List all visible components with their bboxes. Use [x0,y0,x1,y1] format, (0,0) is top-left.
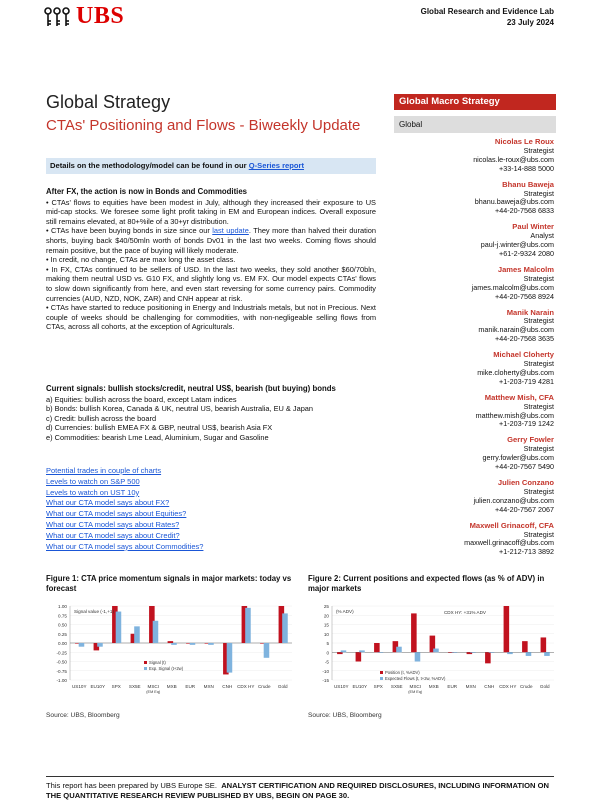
bar-expected [264,643,270,658]
y-tick-label: 0.75 [58,613,67,619]
bar-expected [134,626,140,643]
x-tick-label: Crude [257,684,271,689]
y-tick-label: 25 [323,604,329,609]
page-subtitle: CTAs' Positioning and Flows - Biweekly Update [46,117,361,134]
authors-list [404,138,554,564]
y-tick-label: -0.75 [56,668,67,674]
bar-expected [341,650,347,652]
section-actions [46,187,376,332]
x-tick-label: MSCI [409,684,421,689]
link-levels-ust[interactable]: Levels to watch on UST 10y [46,487,140,497]
author-phone: +44-20-7568 6833 [495,206,554,216]
author-phone: +1-203-719 1242 [499,419,554,429]
author-email[interactable]: paul-j.winter@ubs.com [480,240,554,250]
section1-p2-text-a: • CTAs have been buying bonds in size since our [46,226,213,236]
figure2-chart [308,602,558,704]
x-tick-label: CDX HY [499,684,517,689]
x-tick-label: Crude [519,684,533,689]
methodology-text: Details on the methodology/model can be found in our [50,161,249,170]
bar-expected [79,643,85,647]
figure1-chart [46,602,296,704]
author-email[interactable]: matthew.mish@ubs.com [475,410,554,420]
bar-expected [544,652,550,656]
x-tick-label: Gold [277,684,288,689]
footer-plain: This report has been prepared by UBS Europe SE. [46,781,217,790]
author-email[interactable]: maxwell.grinacoff@ubs.com [464,538,554,548]
lab-name: Global Research and Evidence Lab [420,7,554,16]
bar-expected [489,652,495,653]
author-role: Strategist [523,529,554,539]
sidebar-tag: Global [394,116,556,133]
legend-swatch [144,661,147,664]
legend-swatch [380,677,383,680]
section1-p2 [46,226,376,255]
bar-signal [522,641,528,652]
y-tick-label: 0.50 [58,622,67,628]
sidebar-band: Global Macro Strategy [394,94,556,110]
bar-expected [153,621,159,643]
bar-expected [359,650,365,652]
author-card [404,522,554,558]
x-tick-label: EUR [185,684,196,689]
legend-label: Position (t, %ADV) [385,670,420,675]
author-name: Gerry Fowler [507,435,554,445]
section1-p5: • CTAs have started to reduce positioning in Energy and Industrials metals, but not in Precious. Next couple of weeks should be challenging for commodities, with non-negligeable selling flows from CTAs, across all cohorts, at the exception of Agriculturals. [46,303,376,332]
author-phone: +1-212-713 3892 [499,547,554,557]
author-card [404,309,554,345]
x-tick-sublabel: (EM Eq) [408,690,423,694]
author-card [404,436,554,472]
author-email[interactable]: mike.cloherty@ubs.com [477,367,554,377]
bar-signal [168,641,174,643]
author-role: Strategist [523,316,554,326]
bar-expected [97,643,103,647]
signal-item: b) Bonds: bullish Korea, Canada & UK, neutral US, bearish Australia, EU & Japan [46,404,314,414]
figure1-source: Source: UBS, Bloomberg [46,712,120,719]
link-levels-spx[interactable]: Levels to watch on S&P 500 [46,476,140,486]
bar-signal [356,652,362,661]
bar-expected [433,649,439,653]
figure2-caption: Figure 2: Current positions and expected flows (as % of ADV) in major markets [308,574,545,593]
x-tick-label: CNH [222,684,233,689]
y-tick-label: 1.00 [58,604,67,609]
bar-expected [208,643,214,645]
x-tick-label: CNH [484,684,495,689]
bar-expected [396,647,402,653]
y-tick-label: -1.00 [56,678,67,683]
quick-links [46,466,203,552]
author-role: Strategist [523,444,554,454]
author-email[interactable]: julien.conzano@ubs.com [473,495,554,505]
ubs-logo [42,3,124,30]
section1-heading: After FX, the action is now in Bonds and Commodities [46,187,247,196]
signal-item: e) Commodities: bearish Lme Lead, Aluminium, Sugar and Gasoline [46,432,269,442]
bar-expected [227,643,233,673]
bar-expected [282,613,288,643]
y-tick-label: 10 [323,631,329,637]
bar-expected [245,608,251,643]
link-cta-fx[interactable]: What our CTA model says about FX? [46,498,170,508]
methodology-box [46,158,376,174]
y-tick-label: 15 [323,622,329,628]
author-role: Strategist [523,188,554,198]
header-info [421,6,554,28]
bar-expected [470,652,476,653]
author-phone: +44-20-7568 3635 [495,334,554,344]
author-role: Analyst [530,231,554,241]
keys-logo-icon [42,6,72,28]
section-signals [46,384,376,443]
report-date: 23 July 2024 [506,18,554,27]
x-tick-label: Gold [539,684,550,689]
author-phone: +1-203-719 4281 [499,376,554,386]
author-role: Strategist [523,273,554,283]
x-tick-label: MXN [203,684,214,689]
bar-expected [507,652,513,654]
section1-p4: • In FX, CTAs continued to be sellers of USD. In the last two weeks, they sold another $60/70bln, making them neutral USD vs. G10 FX, and slightly long vs. EM FX. Our model expects CTAs' flows to slow down significantly from here, and even start reversing for some currency pairs. Commodity currencies (AUD, NZD, NOK, ZAR) and CNH appear at risk. [46,264,376,303]
footer-divider [46,776,554,777]
section2-heading: Current signals: bullish stocks/credit, neutral US$, bearish (but buying) bonds [46,384,336,393]
author-email[interactable]: gerry.fowler@ubs.com [482,453,554,463]
author-name: Julien Conzano [497,478,554,487]
figure1-caption: Figure 1: CTA price momentum signals in major markets: today vs forecast [46,574,292,593]
section1-p2-text-b: . They more than halved their duration shorts, buying back $40/50mln worth of bonds Dv01 in the last two weeks. Coming flows should remain positive, but the pace of buying will likely moderate. [46,226,376,255]
bar-expected [171,643,177,645]
x-tick-label: SPX [111,684,121,689]
legend-swatch [380,671,383,674]
bar-expected [190,643,196,645]
figure2-source: Source: UBS, Bloomberg [308,712,382,719]
y-tick-label: -0.50 [56,659,67,665]
signal-item: a) Equities: bullish across the board, except Latam indices [46,394,237,404]
author-role: Strategist [523,145,554,155]
author-email[interactable]: nicolas.le-roux@ubs.com [473,154,554,164]
brand-name: UBS [76,3,125,29]
x-tick-label: CDX HY [237,684,255,689]
link-potential-trades[interactable]: Potential trades in couple of charts [46,466,162,475]
link-cta-rates[interactable]: What our CTA model says about Rates? [46,519,180,529]
x-tick-label: EU10Y [352,684,368,689]
y-tick-label: 20 [323,613,329,619]
author-name: Maxwell Grinacoff, CFA [469,520,554,530]
x-tick-label: MSCI [147,684,159,689]
author-email[interactable]: manik.narain@ubs.com [478,325,554,335]
page-title: Global Strategy [46,92,171,112]
x-tick-label: US10Y [71,684,87,689]
author-name: Manik Narain [506,307,554,317]
bar-expected [526,652,532,656]
x-tick-label: SX5E [390,684,403,689]
author-card [404,138,554,174]
last-update-link[interactable]: last update [212,226,249,236]
link-cta-commodities[interactable]: What our CTA model says about Commodities? [46,541,204,551]
x-tick-label: EUR [447,684,458,689]
section1-p3: • In credit, no change, CTAs are max long the asset class. [46,255,236,265]
author-name: Matthew Mish, CFA [484,392,554,402]
legend-label: Exp. Signal (t+2w) [149,666,184,671]
author-email[interactable]: james.malcolm@ubs.com [471,282,554,292]
author-name: Bhanu Baweja [502,179,554,189]
author-phone: +61-2-9324 2080 [499,248,554,258]
author-phone: +33-14-888 5000 [499,163,554,173]
x-tick-label: SX5E [128,684,141,689]
bar-expected [378,652,384,653]
y-tick-label: -10 [322,668,329,674]
y-tick-label: -5 [324,659,329,665]
author-name: James Malcolm [497,264,554,274]
author-name: Nicolas Le Roux [494,137,554,146]
link-cta-equities[interactable]: What our CTA model says about Equities? [46,509,187,519]
y-tick-label: 0.25 [58,631,67,637]
bar-expected [415,652,421,661]
disclosure-footer [46,781,554,800]
author-name: Paul Winter [512,222,554,232]
author-role: Strategist [523,359,554,369]
bar-expected [452,652,458,653]
author-card [404,479,554,515]
legend-swatch [144,667,147,670]
x-tick-label: MXN [465,684,476,689]
x-tick-label: MXB [166,684,177,689]
x-tick-label: US10Y [333,684,349,689]
y-axis-label: Signal value (-1,+1) [74,609,114,614]
bar-signal [411,613,417,652]
author-role: Strategist [523,401,554,411]
y-axis-label: (% ADV) [336,609,354,614]
bar-expected [116,612,122,643]
section1-p1: • CTAs' flows to equities have been modest in July, although they increased their exposure to US mid-cap stocks. We foresee some light profit taking in EM and European indices. Overall exposure still remains elevated, at 80+%ile of a 30+yr distribution. [46,197,376,226]
signal-item: d) Currencies: bullish EMEA FX & GBP, neutral US$, bearish Asia FX [46,423,273,433]
author-role: Strategist [523,486,554,496]
legend-label: Signal (t) [149,660,166,665]
x-tick-label: EU10Y [90,684,106,689]
q-series-link[interactable]: Q-Series report [248,161,305,170]
footer-bold: ANALYST CERTIFICATION AND REQUIRED DISCLOSURES, INCLUDING INFORMATION ON THE QUANTITATIVE RESEARCH REVIEW PUBLISHED BY UBS, BEGIN ON PAGE 30. [46,781,550,800]
y-tick-label: -15 [322,678,329,683]
signal-item: c) Credit: bullish across the board [46,413,157,423]
y-tick-label: -0.25 [56,650,67,656]
author-email[interactable]: bhanu.baweja@ubs.com [474,197,554,207]
author-card [404,266,554,302]
x-tick-label: SPX [373,684,383,689]
y-tick-label: 0 [326,650,329,656]
y-tick-label: 0.00 [58,641,67,646]
bar-signal [485,652,491,663]
author-phone: +44-20-7567 2067 [495,504,554,514]
author-phone: +44-20-7567 5490 [495,462,554,472]
y-tick-label: 5 [326,641,329,646]
author-card [404,223,554,259]
bar-signal [541,637,547,652]
x-tick-label: MXB [428,684,439,689]
author-card [404,394,554,430]
author-card [404,351,554,387]
bar-signal [337,652,343,654]
bar-signal [374,643,380,652]
author-name: Michael Cloherty [493,350,554,360]
bar-signal [504,606,510,652]
author-phone: +44-20-7568 8924 [495,291,554,301]
chart-annotation: CDX HY: +31% ADV [443,610,486,615]
legend-label: Expected Flows (t, t+2w, %ADV) [385,676,446,681]
author-card [404,181,554,217]
link-cta-credit[interactable]: What our CTA model says about Credit? [46,530,180,540]
x-tick-sublabel: (EM Eq) [146,690,161,694]
